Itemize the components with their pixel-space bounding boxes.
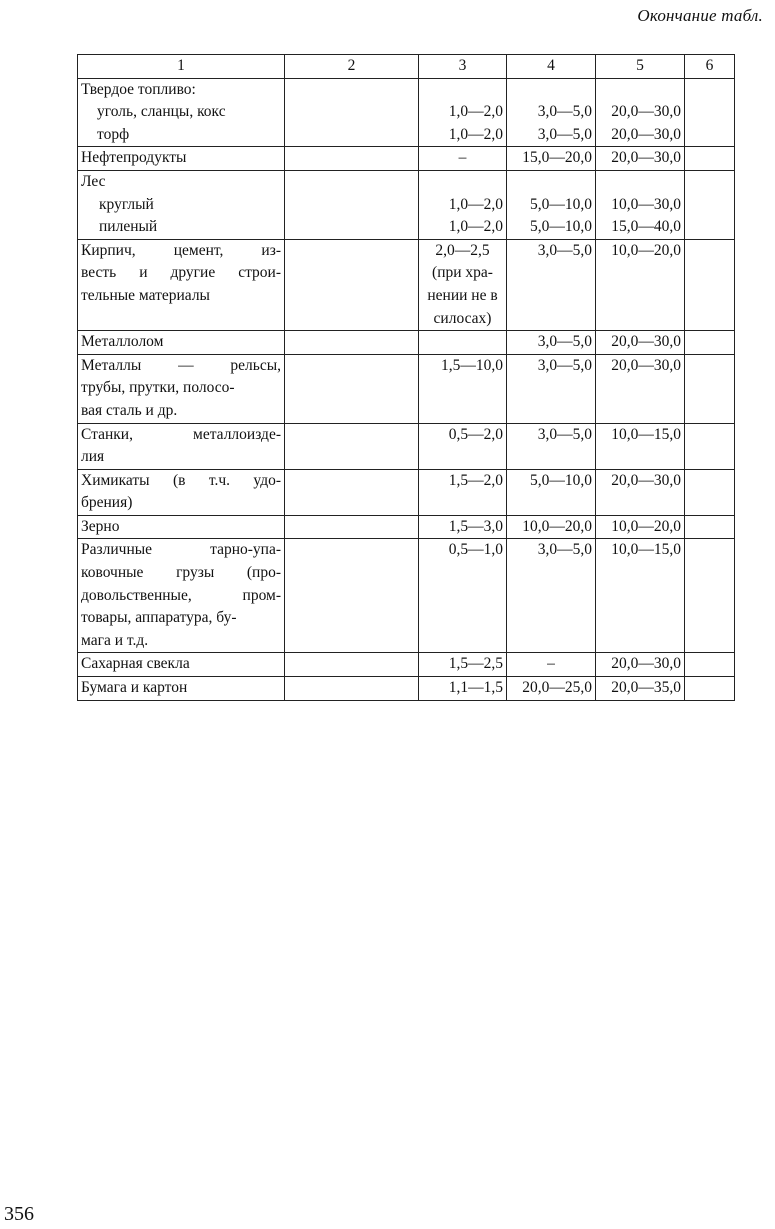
- table-row: [78, 469, 735, 515]
- value-line: [422, 79, 503, 102]
- value-line: [422, 171, 503, 194]
- value-line: 15,0—40,0: [611, 218, 681, 236]
- value-line: 0,5—1,0: [448, 541, 503, 559]
- column-5-cell: [596, 653, 685, 677]
- value-line: 0,5—2,0: [448, 425, 503, 443]
- value-line: 2,0—2,5: [435, 241, 490, 259]
- value-line: 20,0—30,0: [611, 471, 681, 489]
- cargo-name-cell: [78, 469, 285, 515]
- cargo-name-line: Металлы — рельсы,: [81, 356, 281, 374]
- cargo-name-line: Металлолом: [81, 333, 164, 351]
- column-2-cell: [285, 423, 419, 469]
- column-6-cell: [685, 239, 735, 330]
- cargo-name-line: довольственные, пром-: [81, 586, 281, 604]
- column-4-cell: [507, 170, 596, 239]
- column-6-cell: [685, 539, 735, 653]
- column-4-cell: [507, 469, 596, 515]
- cargo-name-line: ковочные грузы (про-: [81, 564, 281, 582]
- value-line: 15,0—20,0: [522, 149, 592, 167]
- value-line: 5,0—10,0: [530, 471, 592, 489]
- column-2-cell: [285, 239, 419, 330]
- value-line: 1,1—1,5: [448, 679, 503, 697]
- cargo-name-line: трубы, прутки, полосо-: [81, 379, 235, 397]
- column-3-cell: [419, 469, 507, 515]
- cargo-name-cell: [78, 354, 285, 423]
- column-5-cell: [596, 469, 685, 515]
- cargo-name-line: Зерно: [81, 517, 120, 535]
- cargo-name-cell: [78, 239, 285, 330]
- column-3-cell: [419, 515, 507, 539]
- value-line: 1,5—10,0: [441, 356, 503, 374]
- column-5-cell: [596, 677, 685, 701]
- column-6-cell: [685, 469, 735, 515]
- cargo-name-line: Сахарная свекла: [81, 655, 190, 673]
- table-row: [78, 539, 735, 653]
- cargo-name-line: Твердое топливо:: [81, 80, 196, 98]
- value-line: 20,0—30,0: [611, 333, 681, 351]
- column-3-cell: [419, 239, 507, 330]
- column-3-cell: [419, 423, 507, 469]
- column-header-3: 3: [419, 55, 507, 79]
- column-5-cell: [596, 539, 685, 653]
- column-4-cell: [507, 653, 596, 677]
- column-4-cell: [507, 354, 596, 423]
- column-header-1: 1: [78, 55, 285, 79]
- value-line: 3,0—5,0: [537, 333, 592, 351]
- column-6-cell: [685, 354, 735, 423]
- value-line: 10,0—30,0: [611, 195, 681, 213]
- column-2-cell: [285, 354, 419, 423]
- column-2-cell: [285, 539, 419, 653]
- value-line: [422, 331, 503, 354]
- cargo-name-line: мага и т.д.: [81, 631, 149, 649]
- column-3-cell: [419, 677, 507, 701]
- cargo-name-line: Лес: [81, 172, 106, 190]
- table-row: [78, 78, 735, 147]
- table-header-row: [78, 55, 735, 79]
- cargo-name-line: брения): [81, 494, 133, 512]
- cargo-name-cell: [78, 147, 285, 171]
- table-row: [78, 423, 735, 469]
- value-line: 10,0—20,0: [611, 517, 681, 535]
- table-row: [78, 354, 735, 423]
- table-row: [78, 653, 735, 677]
- column-5-cell: [596, 515, 685, 539]
- column-4-cell: [507, 677, 596, 701]
- column-2-cell: [285, 170, 419, 239]
- column-5-cell: [596, 147, 685, 171]
- cargo-name-cell: [78, 515, 285, 539]
- value-line: 20,0—30,0: [611, 356, 681, 374]
- value-line: 3,0—5,0: [537, 541, 592, 559]
- cargo-name-line: весть и другие строи-: [81, 264, 281, 282]
- table-row: [78, 147, 735, 171]
- cargo-name-line: Химикаты (в т.ч. удо-: [81, 471, 281, 489]
- column-6-cell: [685, 423, 735, 469]
- value-line: 1,5—2,0: [448, 471, 503, 489]
- cargo-name-cell: [78, 78, 285, 147]
- value-line: [510, 79, 592, 102]
- column-4-cell: [507, 539, 596, 653]
- cargo-name-cell: [78, 170, 285, 239]
- cargo-name-cell: [78, 331, 285, 355]
- value-line: нении не в: [427, 286, 498, 304]
- cargo-name-line: Станки, металлоизде-: [81, 425, 281, 443]
- cargo-name-line: тельные материалы: [81, 286, 210, 304]
- column-6-cell: [685, 515, 735, 539]
- value-line: 3,0—5,0: [537, 425, 592, 443]
- column-6-cell: [685, 78, 735, 147]
- cargo-name-cell: [78, 677, 285, 701]
- column-2-cell: [285, 515, 419, 539]
- page-number: 356: [4, 1203, 34, 1225]
- table-row: [78, 239, 735, 330]
- value-line: 3,0—5,0: [537, 103, 592, 121]
- column-5-cell: [596, 354, 685, 423]
- value-line: 1,0—2,0: [448, 195, 503, 213]
- column-3-cell: [419, 653, 507, 677]
- cargo-name-line: лия: [81, 448, 105, 466]
- value-line: 20,0—30,0: [611, 149, 681, 167]
- value-line: 1,0—2,0: [448, 103, 503, 121]
- column-4-cell: [507, 147, 596, 171]
- column-6-cell: [685, 677, 735, 701]
- cargo-name-line: пиленый: [99, 218, 158, 236]
- column-5-cell: [596, 423, 685, 469]
- cargo-name-cell: [78, 653, 285, 677]
- value-line: 3,0—5,0: [537, 356, 592, 374]
- column-2-cell: [285, 331, 419, 355]
- value-line: 5,0—10,0: [530, 218, 592, 236]
- column-2-cell: [285, 147, 419, 171]
- value-line: 1,0—2,0: [448, 125, 503, 143]
- cargo-name-cell: [78, 423, 285, 469]
- column-header-2: 2: [285, 55, 419, 79]
- value-line: 1,0—2,0: [448, 218, 503, 236]
- value-line: 10,0—20,0: [611, 241, 681, 259]
- column-header-6: 6: [685, 55, 735, 79]
- value-line: 1,5—3,0: [448, 517, 503, 535]
- column-5-cell: [596, 239, 685, 330]
- cargo-name-line: круглый: [99, 195, 154, 213]
- column-6-cell: [685, 147, 735, 171]
- cargo-name-cell: [78, 539, 285, 653]
- value-line: [599, 171, 681, 194]
- column-2-cell: [285, 469, 419, 515]
- value-line: 10,0—15,0: [611, 541, 681, 559]
- cargo-name-line: товары, аппаратура, бу-: [81, 609, 237, 627]
- column-2-cell: [285, 677, 419, 701]
- value-line: 3,0—5,0: [537, 241, 592, 259]
- table-row: [78, 170, 735, 239]
- value-line: –: [547, 655, 555, 673]
- value-line: 5,0—10,0: [530, 195, 592, 213]
- column-header-5: 5: [596, 55, 685, 79]
- cargo-name-line: Нефтепродукты: [81, 149, 187, 167]
- cargo-name-line: Бумага и картон: [81, 679, 188, 697]
- column-4-cell: [507, 331, 596, 355]
- column-2-cell: [285, 78, 419, 147]
- cargo-name-line: Различные тарно-упа-: [81, 541, 281, 559]
- column-3-cell: [419, 354, 507, 423]
- column-6-cell: [685, 170, 735, 239]
- column-6-cell: [685, 653, 735, 677]
- column-header-4: 4: [507, 55, 596, 79]
- value-line: силосах): [433, 309, 492, 327]
- value-line: 10,0—15,0: [611, 425, 681, 443]
- table-row: [78, 677, 735, 701]
- column-3-cell: [419, 170, 507, 239]
- cargo-name-line: вая сталь и др.: [81, 401, 178, 419]
- cargo-name-line: уголь, сланцы, кокс: [97, 103, 226, 121]
- value-line: 1,5—2,5: [448, 655, 503, 673]
- column-6-cell: [685, 331, 735, 355]
- column-3-cell: [419, 147, 507, 171]
- storage-table: [77, 54, 735, 701]
- value-line: 10,0—20,0: [522, 517, 592, 535]
- value-line: 20,0—25,0: [522, 679, 592, 697]
- value-line: 3,0—5,0: [537, 125, 592, 143]
- column-4-cell: [507, 515, 596, 539]
- column-4-cell: [507, 78, 596, 147]
- column-3-cell: [419, 331, 507, 355]
- table-row: [78, 515, 735, 539]
- value-line: 20,0—35,0: [611, 679, 681, 697]
- cargo-name-line: торф: [97, 125, 130, 143]
- column-4-cell: [507, 239, 596, 330]
- column-5-cell: [596, 170, 685, 239]
- column-3-cell: [419, 78, 507, 147]
- column-5-cell: [596, 78, 685, 147]
- value-line: (при хра-: [432, 264, 493, 282]
- value-line: 20,0—30,0: [611, 103, 681, 121]
- column-5-cell: [596, 331, 685, 355]
- column-4-cell: [507, 423, 596, 469]
- value-line: 20,0—30,0: [611, 655, 681, 673]
- column-3-cell: [419, 539, 507, 653]
- value-line: –: [458, 149, 467, 167]
- column-2-cell: [285, 653, 419, 677]
- value-line: 20,0—30,0: [611, 125, 681, 143]
- cargo-name-line: Кирпич, цемент, из-: [81, 241, 281, 259]
- value-line: [599, 79, 681, 102]
- table-row: [78, 331, 735, 355]
- value-line: [510, 171, 592, 194]
- table-continuation-caption: Окончание табл.: [637, 6, 763, 25]
